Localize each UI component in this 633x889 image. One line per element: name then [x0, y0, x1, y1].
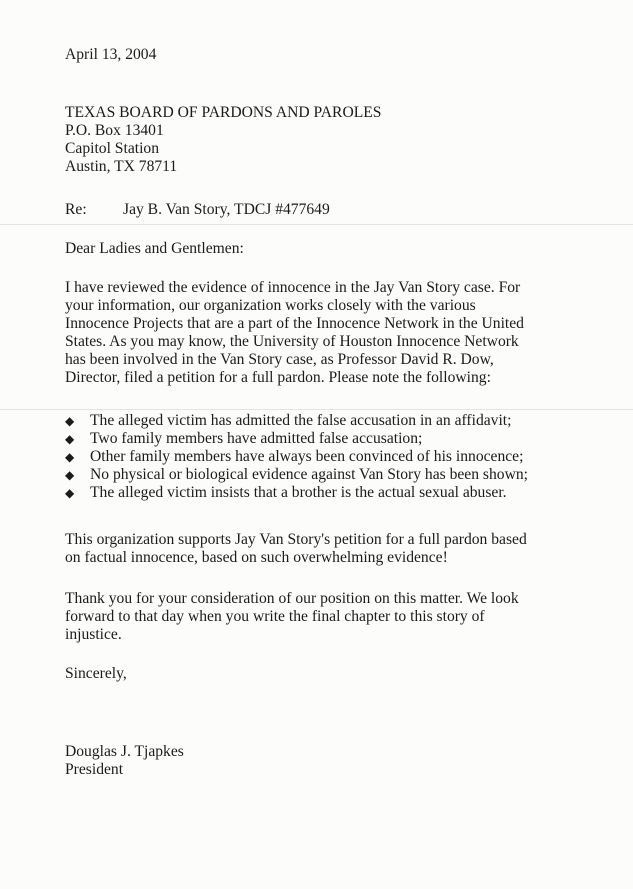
body-paragraph-3: [65, 590, 519, 644]
list-item-text: Other family members have always been convinced of his innocence;: [90, 448, 524, 465]
paragraph-line: I have reviewed the evidence of innocence in the Jay Van Story case. For: [65, 279, 521, 296]
paragraph-line: States. As you may know, the University of Houston Innocence Network: [65, 333, 519, 350]
list-item: [65, 412, 528, 430]
signer-title: President: [65, 761, 124, 778]
list-item-text: The alleged victim has admitted the false accusation in an affidavit;: [90, 412, 512, 429]
address-line: Austin, TX 78711: [65, 158, 178, 175]
recipient-address: [65, 104, 381, 176]
scan-artifact-line: [0, 409, 633, 410]
paragraph-line: Director, filed a petition for a full pardon. Please note the following:: [65, 369, 491, 386]
address-line: TEXAS BOARD OF PARDONS AND PAROLES: [65, 104, 382, 121]
address-line: P.O. Box 13401: [65, 122, 164, 139]
list-item: [65, 466, 528, 484]
list-item: [65, 484, 528, 502]
diamond-bullet-icon: ◆: [65, 432, 75, 446]
diamond-bullet-icon: ◆: [65, 414, 75, 428]
diamond-bullet-icon: ◆: [65, 450, 75, 464]
signer-name: Douglas J. Tjapkes: [65, 743, 184, 760]
paragraph-line: has been involved in the Van Story case, as Professor David R. Dow,: [65, 351, 494, 368]
signature-block: [65, 743, 184, 779]
list-item: [65, 448, 528, 466]
diamond-bullet-icon: ◆: [65, 486, 75, 500]
scan-artifact-line: [0, 224, 633, 225]
re-label: Re:: [65, 201, 87, 218]
list-item-text: The alleged victim insists that a brother is the actual sexual abuser.: [90, 484, 507, 501]
address-line: Capitol Station: [65, 140, 159, 157]
body-paragraph-1: [65, 279, 524, 387]
list-item: [65, 430, 528, 448]
body-paragraph-2: [65, 531, 527, 567]
paragraph-line: on factual innocence, based on such overwhelming evidence!: [65, 549, 448, 566]
evidence-bullet-list: [65, 412, 528, 502]
diamond-bullet-icon: ◆: [65, 468, 75, 482]
list-item-text: Two family members have admitted false accusation;: [90, 430, 423, 447]
paragraph-line: injustice.: [65, 626, 122, 643]
paragraph-line: forward to that day when you write the final chapter to this story of: [65, 608, 485, 625]
paragraph-line: your information, our organization works closely with the various: [65, 297, 476, 314]
closing: Sincerely,: [65, 665, 127, 682]
paragraph-line: This organization supports Jay Van Story's petition for a full pardon based: [65, 531, 527, 548]
letter-date: April 13, 2004: [65, 46, 157, 63]
paragraph-line: Thank you for your consideration of our position on this matter. We look: [65, 590, 519, 607]
salutation: Dear Ladies and Gentlemen:: [65, 240, 244, 257]
subject-line: [65, 201, 330, 219]
re-subject: Jay B. Van Story, TDCJ #477649: [123, 201, 330, 218]
paragraph-line: Innocence Projects that are a part of the Innocence Network in the United: [65, 315, 524, 332]
list-item-text: No physical or biological evidence against Van Story has been shown;: [90, 466, 528, 483]
